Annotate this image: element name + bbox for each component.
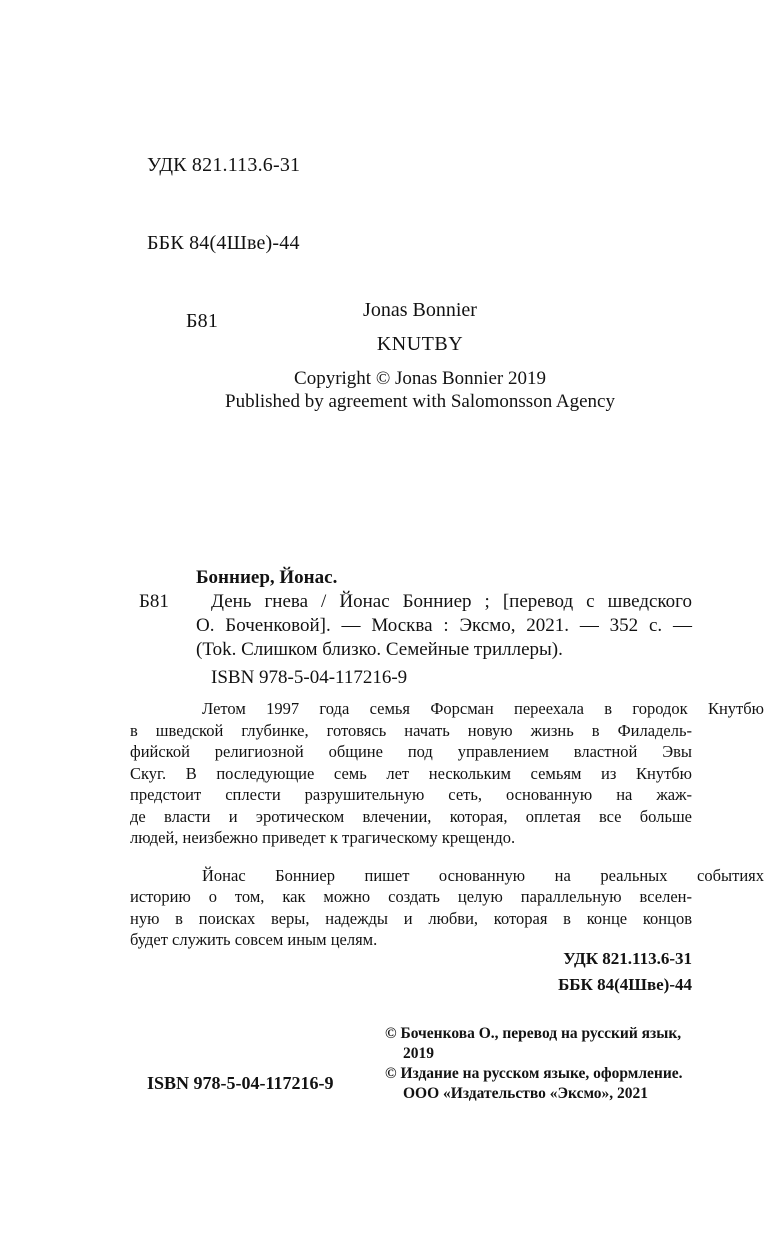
original-author: Jonas Bonnier (363, 299, 477, 321)
original-title: KNUTBY (376, 333, 464, 355)
bottom-codes (148, 946, 692, 998)
udk-code-bottom: УДК 821.113.6-31 (563, 949, 692, 968)
author-sign: Б81 (186, 310, 219, 332)
copyright-line-translation: © Боченкова О., перевод на русский язык, (385, 1025, 682, 1042)
biblio-isbn: ISBN 978-5-04-117216-9 (211, 667, 408, 688)
annotation-line: Скуг. В последующие семь лет нескольким семьям из Кнутбю (130, 763, 692, 783)
bbk-code: ББК 84(4Шве)-44 (147, 232, 300, 254)
annotation-line: де власти и эротическом влечении, которая, оплетая все больше (130, 806, 692, 826)
copyright-line: Copyright © Jonas Bonnier 2019 (294, 368, 546, 389)
copyright-block (385, 1024, 697, 1104)
biblio-line: (Tok. Слишком близко. Семейные триллеры). (196, 639, 563, 660)
copyright-line-translation-year: 2019 (403, 1045, 434, 1062)
annotation-line: будет служить совсем иным целям. (130, 930, 378, 949)
author-sign-margin: Б81 (139, 591, 169, 612)
annotation-line: историю о том, как можно создать целую параллельную вселен- (130, 887, 692, 906)
bibliographic-record (139, 566, 692, 690)
annotation-line: фийской религиозной общине под управлением властной Эвы (130, 742, 692, 761)
original-title-block (148, 298, 692, 413)
biblio-author-heading: Бонниер, Йонас. (196, 567, 338, 588)
copyright-line-edition: © Издание на русском языке, оформление. (385, 1065, 683, 1082)
isbn-bottom: ISBN 978-5-04-117216-9 (147, 1073, 334, 1093)
annotation-line: в шведской глубинке, готовясь начать новую жизнь в Филадель- (130, 720, 692, 740)
annotation-line: предстоит сплести разрушительную сеть, основанную на жаж- (130, 785, 692, 804)
biblio-line: День гнева / Йонас Бонниер ; [перевод с шведского (211, 591, 692, 612)
annotation-line: Летом 1997 года семья Форсман переехала в городок Кнутбю (202, 699, 764, 718)
bbk-code-bottom: ББК 84(4Шве)-44 (558, 975, 692, 994)
agreement-line: Published by agreement with Salomonsson Agency (225, 391, 615, 412)
annotation-line: Йонас Бонниер пишет основанную на реальных событиях (202, 865, 764, 885)
biblio-line: О. Боченковой]. — Москва : Эксмо, 2021. — 352 с. — (196, 615, 692, 636)
udk-code: УДК 821.113.6-31 (147, 154, 301, 176)
annotation-line: людей, неизбежно приведет к трагическому крещендо. (130, 828, 516, 847)
annotation-line: ную в поисках веры, надежды и любви, которая в конце концов (130, 908, 692, 928)
copyright-line-publisher: ООО «Издательство «Эксмо», 2021 (403, 1085, 649, 1102)
annotation (130, 698, 764, 951)
